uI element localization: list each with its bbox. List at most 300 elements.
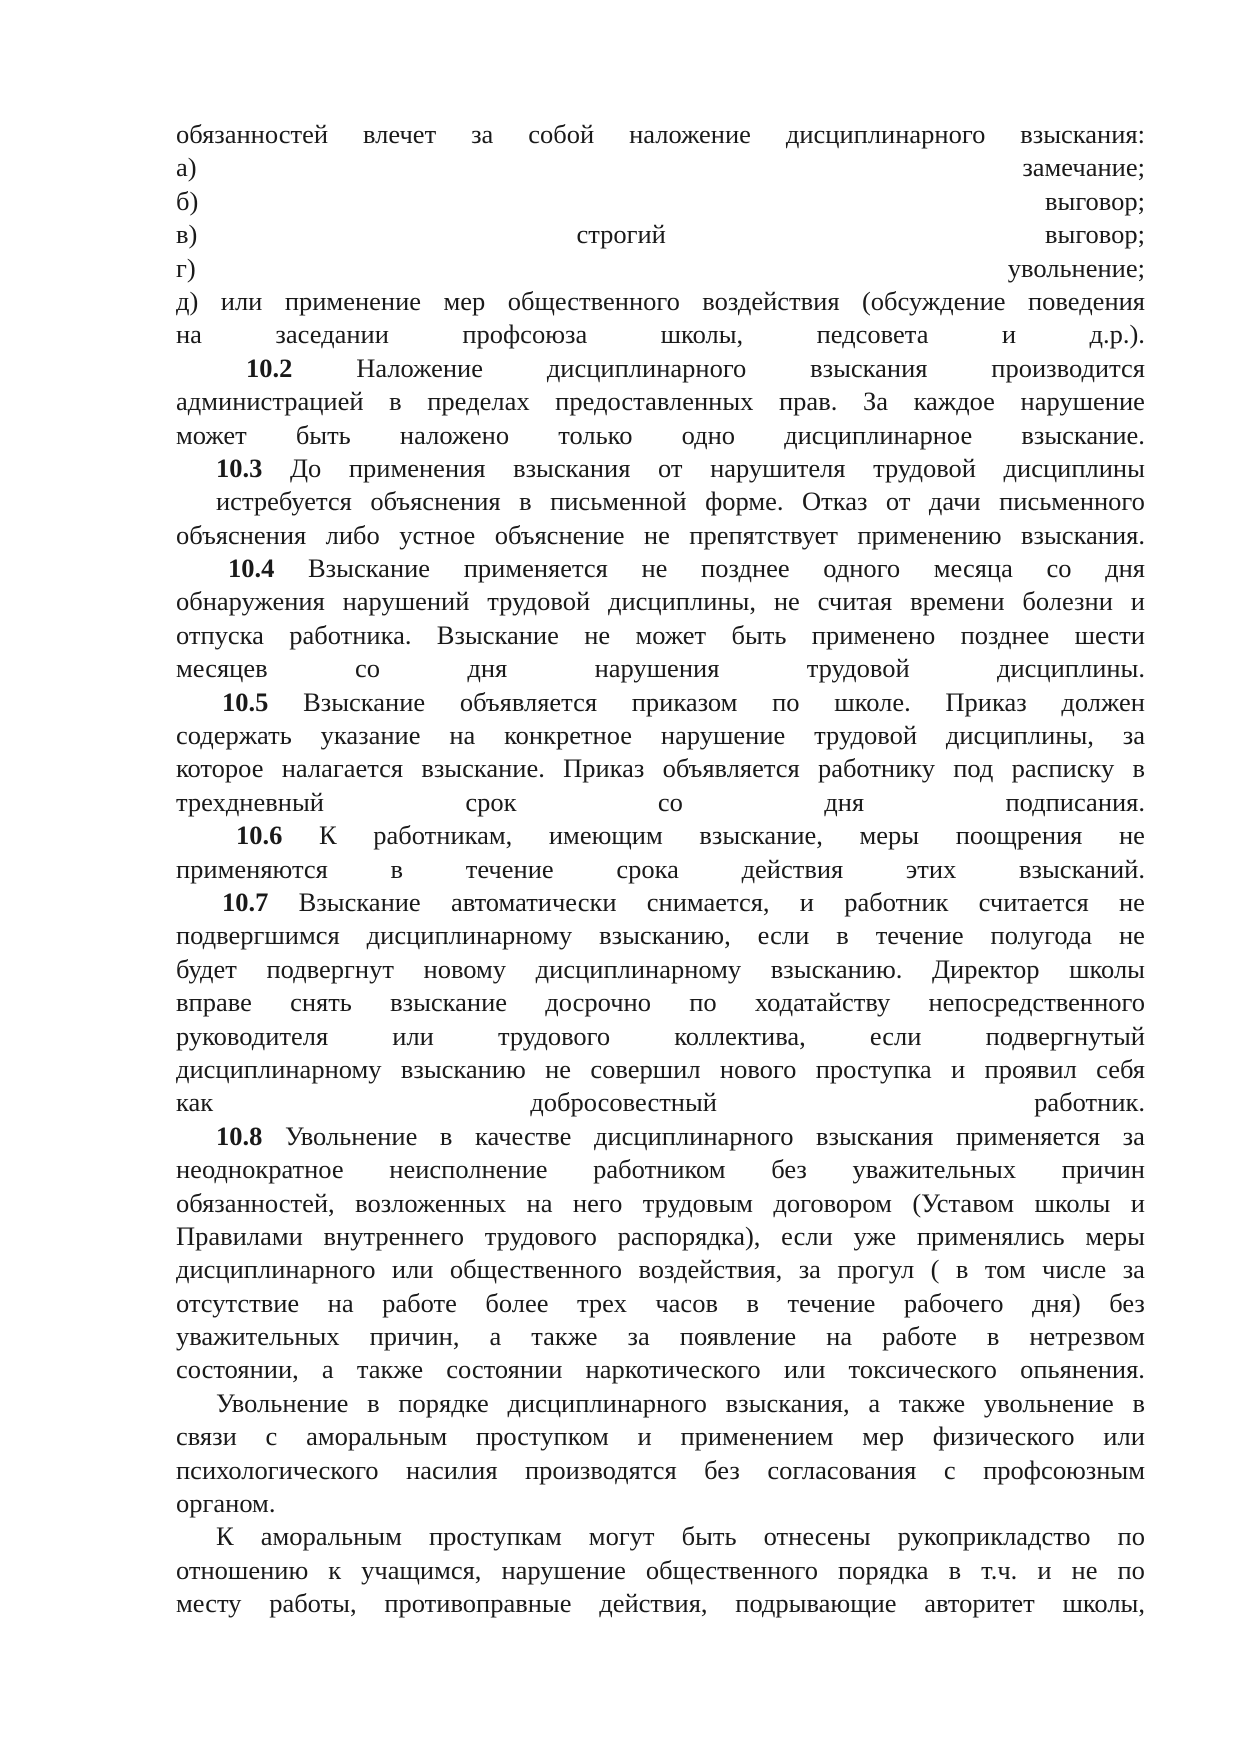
word: Правилами [176,1220,303,1251]
word: Отказ [802,486,868,517]
word: порядке [398,1387,489,1418]
word: производится [991,352,1145,383]
word: с [265,1421,278,1452]
word: нарушителя [710,452,846,483]
word: к [328,1554,342,1585]
text-line [176,1520,1145,1553]
word: или [392,1020,434,1051]
word: не [641,553,668,584]
word: проступка [815,1053,932,1084]
word: профсоюза [462,319,588,350]
word: за [1122,1120,1145,1151]
word: отсутствие [176,1287,300,1318]
word: работник [844,886,949,917]
word: нарушение [660,720,786,751]
word: наложение [629,119,751,149]
word: не [643,519,670,550]
word: прогул [837,1254,915,1285]
word: Взыскание [303,686,426,717]
word: возложенных [355,1187,507,1218]
word: школы [1069,953,1145,984]
word: действия [741,853,844,884]
text-line [176,819,1145,852]
word: применения [348,452,486,483]
text-line [176,986,1145,1019]
word: месту [176,1588,242,1619]
text-line [176,1287,1145,1320]
word: строгий [576,219,666,250]
word: себя [1096,1053,1145,1084]
word: дисциплинарное [784,419,973,450]
word: взыскание [390,987,508,1018]
word: не [1119,920,1145,951]
text-line [176,1187,1145,1220]
word: трудового [484,1220,597,1251]
text-line [176,385,1145,418]
word: взысканий. [1019,853,1145,884]
text-line [176,185,1145,218]
word: Приказ [945,686,1027,717]
word: одно [681,419,735,450]
word: если [757,920,810,951]
word: воздействия, [638,1254,783,1285]
word: объяснения [176,519,307,550]
word: считая [817,586,893,617]
word: срока [616,853,679,884]
word: увольнение; [1007,252,1145,283]
word: расписку [1011,753,1115,784]
text-line [176,1153,1145,1186]
word: в) [176,219,198,250]
text-line [176,953,1145,986]
word: совершил [590,1053,701,1084]
word: досрочно [545,987,651,1018]
word: непосредственного [928,987,1145,1018]
word: трудовой [873,452,976,483]
word: внутреннего [323,1220,464,1251]
text-line [176,886,1145,919]
word: дисциплинарному [176,1053,382,1084]
word: отнесены [763,1521,871,1552]
word: дисциплинарного [546,352,747,383]
word: течение [787,1287,876,1318]
word: меры [859,820,920,851]
clause-number: 10.5 [222,686,269,717]
word: течение [465,853,554,884]
word: в [746,1287,759,1318]
word: За [862,386,888,417]
word: профсоюзным [983,1454,1145,1485]
text-line [176,1487,1145,1520]
word: подвергшимся [176,920,340,951]
word: аморальным [260,1521,402,1552]
word: этих [905,853,957,884]
word: позднее [701,553,790,584]
word: школе. [834,686,911,717]
word: по [1117,1554,1145,1585]
word: на [176,319,202,350]
word: в [986,1321,1000,1352]
text-line [176,652,1145,685]
text-line [176,919,1145,952]
word: выговор; [1045,219,1145,250]
text-line [176,1420,1145,1453]
word: Взыскание [298,886,421,917]
text-line [176,485,1145,518]
word: меры [1085,1220,1145,1251]
word: договором [773,1187,892,1218]
word: общественного [507,285,680,316]
word: взыскания. [1021,519,1145,550]
text-line [176,1086,1145,1119]
word: ходатайству [754,987,891,1018]
word: снимается, [646,886,770,917]
word: форме. [705,486,784,517]
word: также [531,1321,598,1352]
word: может [635,619,707,650]
word: дисциплины [1003,452,1145,483]
word: объяснения [370,486,501,517]
word: аморальным [306,1421,448,1452]
word: трудовой [806,653,910,684]
word: истребуется [216,486,352,517]
word: конкретное [504,720,633,751]
word: в [519,486,532,517]
word: если [781,1220,833,1251]
word: письменного [999,486,1145,517]
word: в [367,1387,380,1418]
word: влечет [362,119,437,149]
word: дисциплинарного [593,1120,794,1151]
text-line [176,552,1145,585]
text-line [176,1053,1145,1086]
word: состоянии [446,1354,563,1385]
word: замечание; [1022,152,1145,183]
word: школы, [660,319,744,350]
word: взыскание. [421,753,545,784]
text-line [176,519,1145,552]
word: взыскания [816,1120,934,1151]
text-line [176,218,1145,251]
word: и [799,886,814,917]
word: в [439,1120,453,1151]
word: подвергнутый [985,1020,1145,1051]
word: налагается [281,753,404,784]
word: и [1001,319,1017,350]
word: уже [853,1220,897,1251]
clause-number: 10.7 [222,886,269,917]
word: пределах [427,386,530,417]
word: работника. [289,619,412,650]
word: может [176,419,247,450]
word: наложено [399,419,510,450]
word: насилия [406,1454,498,1485]
word: опьянения. [1020,1354,1145,1385]
word: и [1130,1187,1145,1218]
word: работнику [817,753,936,784]
word: нарушений [342,586,470,617]
word: токсического [848,1354,997,1385]
word: взыскание. [1021,419,1145,450]
word: нарушения [594,653,720,684]
word: взыскания [513,452,631,483]
word: по [689,987,717,1018]
word: содержать [176,720,292,751]
word: должен [1061,686,1145,717]
word: дисциплинарному [366,920,573,951]
word: До [289,452,322,483]
word: применением [680,1421,834,1452]
word: трудового [497,1020,611,1051]
word: увольнение [983,1387,1114,1418]
word: том [984,1254,1026,1285]
word: дисциплинарному [535,953,742,984]
text-line [176,1387,1145,1420]
word: только [558,419,633,450]
word: а [321,1354,334,1385]
clause-number: 10.2 [246,352,293,383]
word: более [485,1287,549,1318]
word: одного [823,553,901,584]
word: неоднократное [176,1154,344,1185]
word: как [176,1087,214,1118]
text-line [176,1253,1145,1286]
document-text-body [176,118,1145,1621]
word: и [1130,586,1145,617]
word: с [943,1454,956,1485]
text-line [176,719,1145,752]
word: г) [176,252,196,283]
word: работе [382,1287,457,1318]
word: в [390,853,404,884]
word: если [869,1020,922,1051]
word: применению [857,519,1002,550]
word: не [773,586,800,617]
word: д) [176,285,199,316]
word: обнаружения [176,586,325,617]
word: не [1118,886,1145,917]
word: воздействия [702,285,840,316]
word: быть [731,619,787,650]
word: применение [284,285,422,316]
word: трудовым [642,1187,753,1218]
word: поощрения [955,820,1083,851]
word: работы, [269,1588,357,1619]
word: со [657,786,683,817]
word: числе [1042,1254,1107,1285]
word: нарушение [501,1554,626,1585]
text-line [176,285,1145,318]
word: взыскания [810,352,928,383]
word: б) [176,185,199,216]
word: дисциплины, [608,586,756,617]
clause-number: 10.4 [228,553,275,584]
word: неисполнение [389,1154,548,1185]
word: прав. [779,386,838,417]
word: без [1109,1287,1145,1318]
word: или [783,1354,826,1385]
word: производятся [525,1454,677,1485]
word: часов [655,1287,718,1318]
text-line [176,585,1145,618]
word: быть [295,419,351,450]
word: в [1132,753,1145,784]
word: подрывающие [735,1588,897,1619]
word: и [951,1053,966,1084]
word: общественного [449,1254,623,1285]
word: Приказ [563,753,645,784]
word: дня [824,786,865,817]
word: причин [1061,1154,1145,1185]
word: работник. [1034,1087,1145,1118]
word: применяются [176,853,328,884]
word: Директор [931,953,1040,984]
word: качестве [475,1120,572,1151]
word: Увольнение [284,1120,418,1151]
word: на [826,1321,853,1352]
word: без [704,1454,740,1485]
word: или [391,1254,434,1285]
word: также [898,1387,966,1418]
word: рабочего [903,1287,1004,1318]
text-line [176,752,1145,785]
word: позднее [960,619,1050,650]
clause-number: 10.3 [216,452,263,483]
word: применяется [955,1120,1101,1151]
word: состоянии, [176,1354,299,1385]
word: в [389,386,402,417]
word: дисциплинарного [785,119,986,149]
word: противоправные [384,1588,572,1619]
word: дисциплинарного [507,1387,707,1418]
word: отпуска [176,619,264,650]
word: К [216,1521,234,1552]
word: времени [910,586,1005,617]
word: от [658,452,683,483]
word: рукоприкладство [897,1521,1091,1552]
word: обязанностей, [176,1187,335,1218]
word: имеющим [548,820,663,851]
word: применялись [916,1220,1065,1251]
word: наркотического [585,1354,761,1385]
word: авторитет [924,1588,1035,1619]
word: или [1103,1421,1145,1452]
word: применяется [463,553,608,584]
word: устное [399,519,476,550]
word: в [948,1554,962,1585]
word: каждое [913,386,995,417]
word: дисциплины, [945,720,1094,751]
word: добросовестный [530,1087,717,1118]
word: на [327,1287,354,1318]
word: или [220,285,263,316]
word: а [489,1321,502,1352]
word: без [771,1154,807,1185]
word: приказом [631,686,738,717]
text-line [176,419,1145,452]
word: за [1122,720,1145,751]
word: общественного [645,1554,818,1585]
word: либо [325,519,380,550]
word: нового [719,1053,797,1084]
word: не [545,1053,572,1084]
text-line [176,1587,1145,1620]
text-line [176,1120,1145,1153]
word: быть [681,1521,737,1552]
clause-number: 10.8 [216,1120,263,1151]
word: уважительных [176,1321,340,1352]
word: него [572,1187,623,1218]
word: взысканию [400,1053,526,1084]
text-line [176,1220,1145,1253]
word: отношению [176,1554,309,1585]
word: порядка [837,1554,929,1585]
word: нетрезвом [1029,1321,1145,1352]
word: объявляется [459,686,598,717]
word: и [1037,1554,1052,1585]
word: проступком [475,1421,609,1452]
word: дисциплинарного [176,1254,376,1285]
word: объявляется [662,753,800,784]
word: месяца [933,553,1013,584]
word: согласования [767,1454,917,1485]
word: школы, [1062,1588,1145,1619]
word: ( [930,1254,940,1285]
word: полугода [990,920,1093,951]
word: дачи [928,486,981,517]
word: будет [176,953,237,984]
text-line [176,1020,1145,1053]
word: коллектива, [674,1020,806,1051]
word: психологического [176,1454,379,1485]
text-line [176,1554,1145,1587]
word: педсовета [816,319,929,350]
word: органом. [176,1488,276,1519]
word: появление [679,1321,797,1352]
clause-number: 10.6 [236,820,283,851]
word: объяснение [494,519,625,550]
word: (обсуждение [861,285,1006,316]
word: мер [443,285,486,316]
word: учащимся, [361,1554,482,1585]
word: новому [423,953,507,984]
text-line [176,619,1145,652]
word: со [1046,553,1072,584]
word: заседании [275,319,389,350]
word: и [637,1421,652,1452]
word: а [868,1387,881,1418]
word: за [798,1254,821,1285]
word: физического [932,1421,1075,1452]
word: взыскание, [699,820,823,851]
word: не [1118,820,1145,851]
word: за [471,119,494,149]
word: могут [588,1521,655,1552]
word: течение [875,920,964,951]
word: не [1071,1554,1098,1585]
word: работникам, [373,820,513,851]
word: срок [465,786,517,817]
word: в [1132,1387,1145,1418]
word: поведения [1028,285,1145,316]
word: за [627,1321,650,1352]
word: подписания. [1005,786,1145,817]
word: выговор; [1045,185,1145,216]
word: трудовой [814,720,918,751]
word: Взыскание [308,553,431,584]
text-line [176,252,1145,285]
word: работе [882,1321,957,1352]
